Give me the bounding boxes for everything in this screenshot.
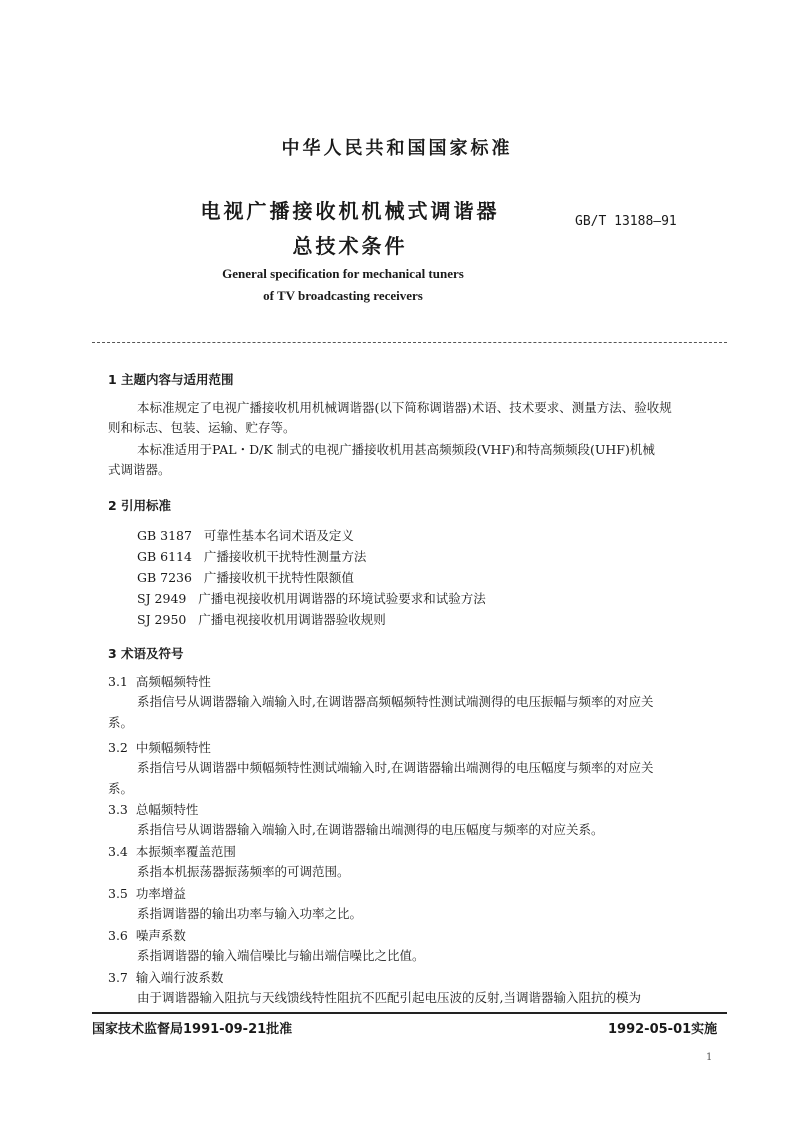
- issuing-organization: 中华人民共和国国家标准: [281, 138, 513, 159]
- term-3-7-line1: 由于调谐器输入阻抗与天线馈线特性阻抗不匹配引起电压波的反射,当调谐器输入阻抗的模为: [137, 990, 641, 1005]
- footer-divider: [92, 1012, 727, 1014]
- section1-para2-line1: 本标准适用于PAL・D/K 制式的电视广播接收机用甚高频频段(VHF)和特高频频段(UHF)机械: [137, 442, 655, 457]
- term-3-1-line1: 系指信号从调谐器输入端输入时,在调谐器高频幅频特性测试端测得的电压振幅与频率的对应关: [137, 694, 654, 709]
- term-3-2-title: 3.2 中频幅频特性: [108, 740, 211, 755]
- term-3-6-line1: 系指调谐器的输入端信噪比与输出端信噪比之比值。: [137, 948, 425, 963]
- reference-item: SJ 2950 广播电视接收机用调谐器验收规则: [137, 612, 386, 627]
- term-3-2-line2: 系。: [108, 781, 134, 796]
- reference-item: GB 7236 广播接收机干扰特性限额值: [137, 570, 354, 585]
- standard-number: GB/T 13188—91: [575, 214, 677, 229]
- document-title-line1: 电视广播接收机机械式调谐器: [200, 199, 500, 223]
- section3-heading: 3 术语及符号: [108, 646, 184, 661]
- section1-para2-line2: 式调谐器。: [108, 462, 171, 477]
- term-3-5-line1: 系指调谐器的输出功率与输入功率之比。: [137, 906, 363, 921]
- term-3-2-line1: 系指信号从调谐器中频幅频特性测试端输入时,在调谐器输出端测得的电压幅度与频率的对应关: [137, 760, 654, 775]
- reference-item: GB 6114 广播接收机干扰特性测量方法: [137, 549, 367, 564]
- term-3-3-title: 3.3 总幅频特性: [108, 802, 199, 817]
- page-number: 1: [706, 1052, 713, 1063]
- term-3-7-title: 3.7 输入端行波系数: [108, 970, 224, 985]
- term-3-1-title: 3.1 高频幅频特性: [108, 674, 211, 689]
- english-title-line1: General specification for mechanical tuners: [222, 266, 464, 281]
- reference-item: SJ 2949 广播电视接收机用调谐器的环境试验要求和试验方法: [137, 591, 486, 606]
- document-title-line2: 总技术条件: [292, 234, 408, 258]
- section1-heading: 1 主题内容与适用范围: [108, 372, 234, 387]
- approval-date: 国家技术监督局1991-09-21批准: [92, 1022, 293, 1037]
- effective-date: 1992-05-01实施: [608, 1022, 718, 1037]
- reference-item: GB 3187 可靠性基本名词术语及定义: [137, 528, 354, 543]
- section1-para1-line2: 则和标志、包装、运输、贮存等。: [108, 420, 296, 435]
- term-3-3-line1: 系指信号从调谐器输入端输入时,在调谐器输出端测得的电压幅度与频率的对应关系。: [137, 822, 604, 837]
- term-3-1-line2: 系。: [108, 715, 134, 730]
- section1-para1-line1: 本标准规定了电视广播接收机用机械调谐器(以下简称调谐器)术语、技术要求、测量方法、验收规: [137, 400, 672, 415]
- section2-heading: 2 引用标准: [108, 498, 172, 513]
- english-title-line2: of TV broadcasting receivers: [263, 288, 423, 303]
- term-3-4-line1: 系指本机振荡器振荡频率的可调范围。: [137, 864, 350, 879]
- term-3-4-title: 3.4 本振频率覆盖范围: [108, 844, 236, 859]
- term-3-6-title: 3.6 噪声系数: [108, 928, 186, 943]
- header-divider: [92, 342, 727, 343]
- term-3-5-title: 3.5 功率增益: [108, 886, 186, 901]
